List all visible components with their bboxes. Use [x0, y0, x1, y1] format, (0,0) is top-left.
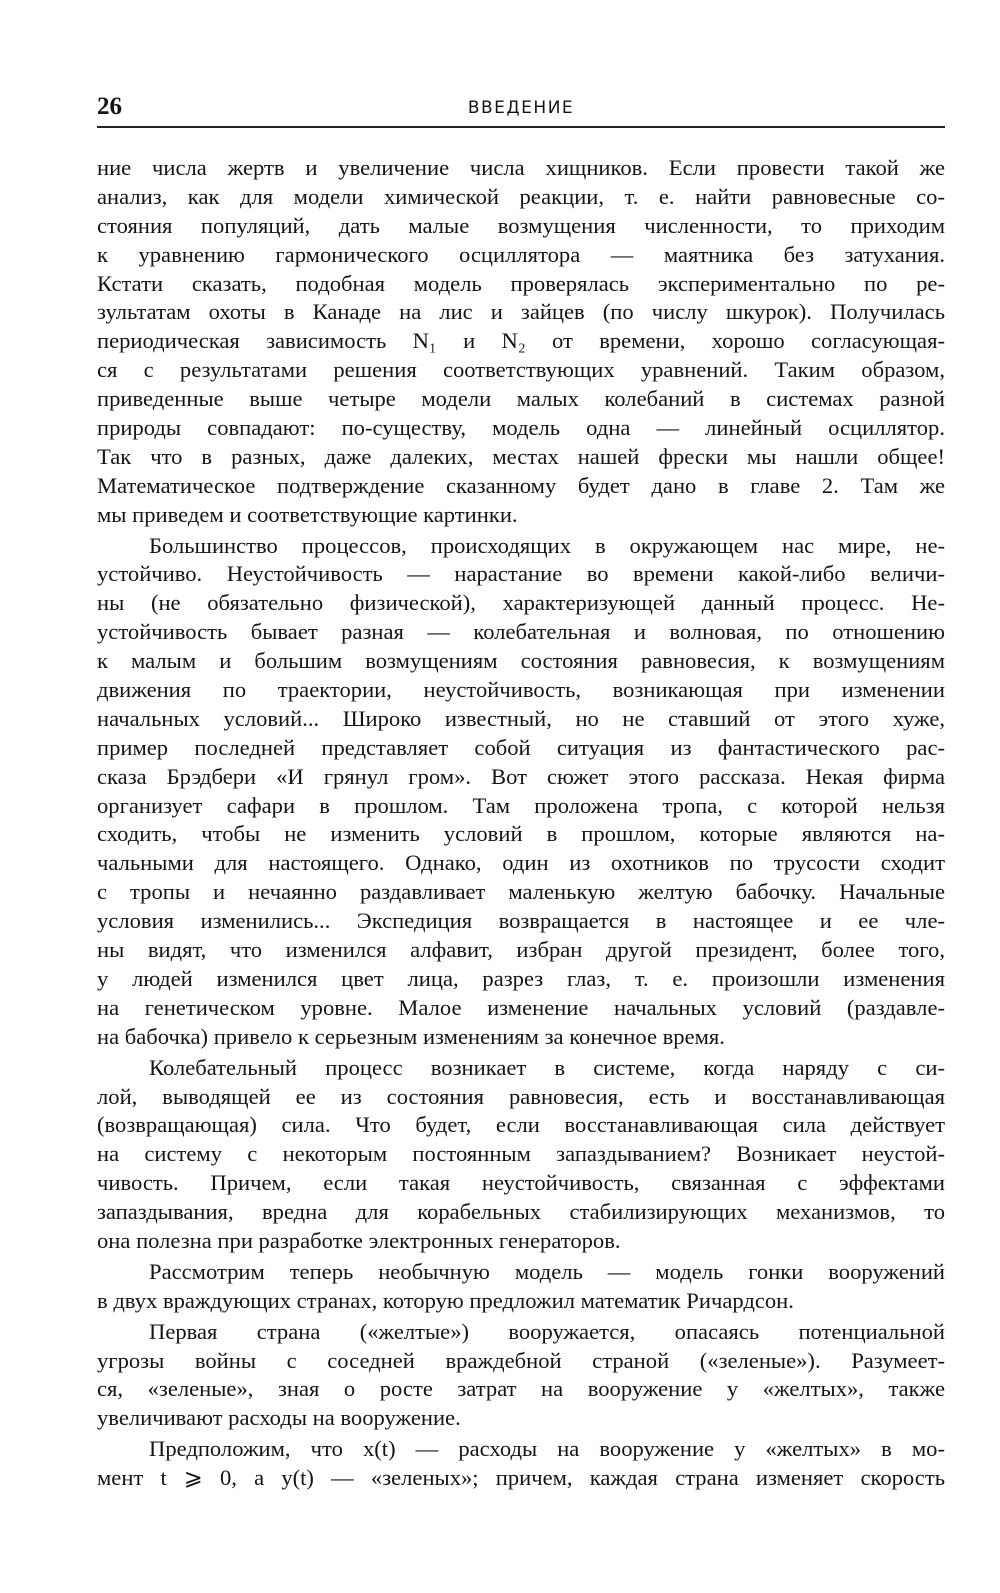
- text-line: запаздывания, вредна для корабельных стабилизирующих механизмов, то: [97, 1199, 945, 1225]
- page-number: 26: [97, 93, 122, 120]
- text-line: ны (не обязательно физической), характеризующей данный процесс. Не-: [97, 590, 945, 616]
- text-line: периодическая зависимость N₁ и N₂ от времени, хорошо согласующая-: [97, 328, 945, 354]
- paragraph: [97, 1318, 945, 1434]
- text-line: мент t ⩾ 0, а y(t) — «зеленых»; причем, каждая страна изменяет скорость: [97, 1465, 945, 1491]
- text-line: природы совпадают: по-существу, модель одна — линейный осциллятор.: [97, 415, 945, 441]
- text-line: с тропы и нечаянно раздавливает маленькую желтую бабочку. Начальные: [97, 879, 945, 905]
- body-text: [97, 154, 945, 1493]
- text-line: устойчивость бывает разная — колебательная и волновая, по отношению: [97, 619, 945, 645]
- text-line: движения по траектории, неустойчивость, возникающая при изменении: [97, 677, 945, 703]
- text-line: приведенные выше четыре модели малых колебаний в системах разной: [97, 386, 945, 412]
- text-line: устойчиво. Неустойчивость — нарастание во времени какой-либо величи-: [97, 561, 945, 587]
- text-line: анализ, как для модели химической реакции, т. е. найти равновесные со-: [97, 183, 945, 209]
- text-line: лой, выводящей ее из состояния равновесия, есть и восстанавливающая: [97, 1083, 945, 1109]
- text-line: сходить, чтобы не изменить условий в прошлом, которые являются на-: [97, 821, 945, 847]
- text-line: Колебательный процесс возникает в системе, когда наряду с си-: [149, 1054, 945, 1080]
- text-line: пример последней представляет собой ситуация из фантастического рас-: [97, 734, 945, 760]
- paragraph: [97, 532, 945, 1052]
- text-line: организует сафари в прошлом. Там проложена тропа, с которой нельзя: [97, 792, 945, 818]
- text-line: чальными для настоящего. Однако, один из охотников по трусости сходит: [97, 850, 945, 876]
- paragraph: [97, 1435, 945, 1493]
- text-line: на генетическом уровне. Малое изменение начальных условий (раздавле-: [97, 994, 945, 1020]
- text-line: Большинство процессов, происходящих в окружающем нас мире, не-: [149, 532, 945, 558]
- text-line: Первая страна («желтые») вооружается, опасаясь потенциальной: [149, 1318, 945, 1344]
- text-line: начальных условий... Широко известный, но не ставший от этого хуже,: [97, 705, 945, 731]
- text-line: на бабочка) привело к серьезным изменениям за конечное время.: [97, 1023, 725, 1049]
- text-line: Рассмотрим теперь необычную модель — модель гонки вооружений: [149, 1258, 945, 1284]
- text-line: ся с результатами решения соответствующих уравнений. Таким образом,: [97, 357, 945, 383]
- paragraph: [97, 1054, 945, 1256]
- text-line: Так что в разных, даже далеких, местах нашей фрески мы нашли общее!: [97, 443, 945, 469]
- text-line: ся, «зеленые», зная о росте затрат на вооружение у «желтых», также: [97, 1376, 945, 1402]
- text-line: у людей изменился цвет лица, разрез глаз, т. е. произошли изменения: [97, 965, 945, 991]
- text-line: сказа Брэдбери «И грянул гром». Вот сюжет этого рассказа. Некая фирма: [97, 763, 945, 789]
- page-header: [97, 92, 945, 128]
- paragraph: [97, 154, 945, 530]
- text-line: в двух враждующих странах, которую предложил математик Ричардсон.: [97, 1287, 794, 1313]
- running-head: ВВЕДЕНИЕ: [467, 98, 575, 118]
- text-line: Предположим, что x(t) — расходы на вооружение у «желтых» в мо-: [149, 1436, 945, 1462]
- text-line: она полезна при разработке электронных генераторов.: [97, 1227, 621, 1253]
- text-line: к уравнению гармонического осциллятора — маятника без затухания.: [97, 241, 945, 267]
- text-line: условия изменились... Экспедиция возвращается в настоящее и ее чле-: [97, 908, 945, 934]
- text-line: ние числа жертв и увеличение числа хищников. Если провести такой же: [97, 155, 945, 180]
- text-line: чивость. Причем, если такая неустойчивость, связанная с эффектами: [97, 1170, 945, 1196]
- text-line: угрозы войны с соседней враждебной страной («зеленые»). Разумеет-: [97, 1347, 945, 1373]
- text-line: увеличивают расходы на вооружение.: [97, 1405, 461, 1431]
- text-line: ны видят, что изменился алфавит, избран другой президент, более того,: [97, 937, 945, 963]
- paragraph: [97, 1258, 945, 1316]
- text-line: зультатам охоты в Канаде на лис и зайцев (по числу шкурок). Получилась: [97, 299, 945, 325]
- text-line: Кстати сказать, подобная модель проверялась экспериментально по ре-: [97, 270, 945, 296]
- text-line: на систему с некоторым постоянным запаздыванием? Возникает неустой-: [97, 1141, 945, 1167]
- text-line: мы приведем и соответствующие картинки.: [97, 501, 518, 527]
- text-line: (возвращающая) сила. Что будет, если восстанавливающая сила действует: [97, 1112, 945, 1138]
- text-line: к малым и большим возмущениям состояния равновесия, к возмущениям: [97, 648, 945, 674]
- text-line: Математическое подтверждение сказанному будет дано в главе 2. Там же: [97, 472, 945, 498]
- text-line: стояния популяций, дать малые возмущения численности, то приходим: [97, 212, 945, 238]
